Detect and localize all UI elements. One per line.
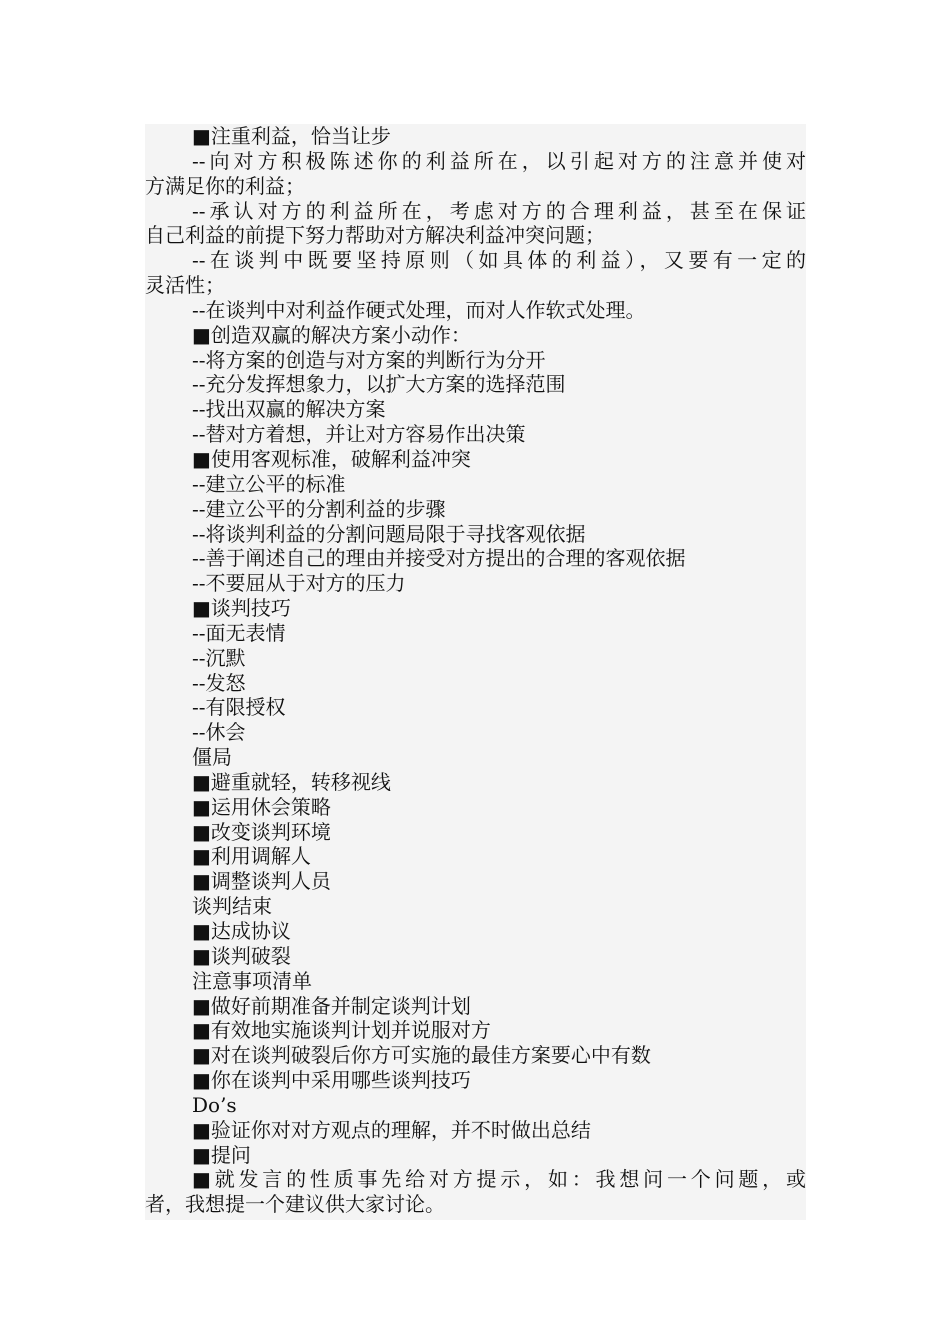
text-line: --充分发挥想象力，以扩大方案的选择范围	[192, 372, 566, 397]
text-line: --在谈判中既要坚持原则（如具体的利益），又要有一定的	[192, 248, 806, 273]
text-line: --有限授权	[192, 695, 286, 720]
text-line: --找出双赢的解决方案	[192, 397, 386, 422]
text-line: 自己利益的前提下努力帮助对方解决利益冲突问题；	[145, 223, 605, 248]
text-line: ■改变谈判环境	[192, 819, 331, 844]
text-line: --承认对方的利益所在，考虑对方的合理利益，甚至在保证	[192, 198, 806, 223]
text-line: --休会	[192, 720, 246, 745]
text-line: ■谈判技巧	[192, 596, 291, 621]
text-line: ■就发言的性质事先给对方提示，如：我想问一个问题，或	[192, 1167, 806, 1192]
text-line: ■达成协议	[192, 919, 291, 943]
text-line: --将谈判利益的分割问题局限于寻找客观依据	[192, 521, 586, 546]
text-line: Do’s	[192, 1092, 237, 1117]
text-line: ■运用休会策略	[192, 794, 331, 819]
text-line: --建立公平的标准	[192, 471, 346, 496]
text-line: --面无表情	[192, 620, 286, 645]
text-line: --在谈判中对利益作硬式处理，而对人作软式处理。	[192, 297, 646, 322]
text-line: --沉默	[192, 645, 246, 670]
text-line: 方满足你的利益；	[145, 173, 305, 198]
text-line: ■对在谈判破裂后你方可实施的最佳方案要心中有数	[192, 1043, 651, 1068]
text-line: --不要屈从于对方的压力	[192, 571, 406, 596]
text-line: 谈判结束	[192, 894, 272, 919]
text-line: ■提问	[192, 1142, 251, 1167]
text-line: ■避重就轻，转移视线	[192, 769, 391, 794]
text-line: ■你在谈判中采用哪些谈判技巧	[192, 1068, 471, 1093]
text-line: ■创造双赢的解决方案小动作：	[192, 322, 471, 347]
text-line: 灵活性；	[145, 273, 225, 298]
text-line: ■验证你对对方观点的理解，并不时做出总结	[192, 1117, 591, 1142]
text-line: --发怒	[192, 670, 246, 695]
text-line: ■利用调解人	[192, 844, 311, 869]
text-line: ■使用客观标准，破解利益冲突	[192, 446, 471, 471]
text-line: ■注重利益，恰当让步	[192, 124, 391, 148]
text-line: --替对方着想，并让对方容易作出决策	[192, 422, 526, 447]
text-line: ■调整谈判人员	[192, 869, 331, 894]
text-line: ■做好前期准备并制定谈判计划	[192, 993, 471, 1018]
text-line: --将方案的创造与对方案的判断行为分开	[192, 347, 546, 372]
text-line: --善于阐述自己的理由并接受对方提出的合理的客观依据	[192, 546, 686, 571]
text-line: ■谈判破裂	[192, 943, 291, 968]
text-line: --向对方积极陈述你的利益所在，以引起对方的注意并使对	[192, 148, 806, 173]
document-text-block	[145, 124, 806, 1220]
text-line: 僵局	[192, 745, 232, 770]
text-line: 注意事项清单	[192, 968, 312, 993]
text-line: 者，我想提一个建议供大家讨论。	[145, 1192, 445, 1217]
text-line: --建立公平的分割利益的步骤	[192, 496, 446, 521]
text-line: ■有效地实施谈判计划并说服对方	[192, 1018, 491, 1043]
